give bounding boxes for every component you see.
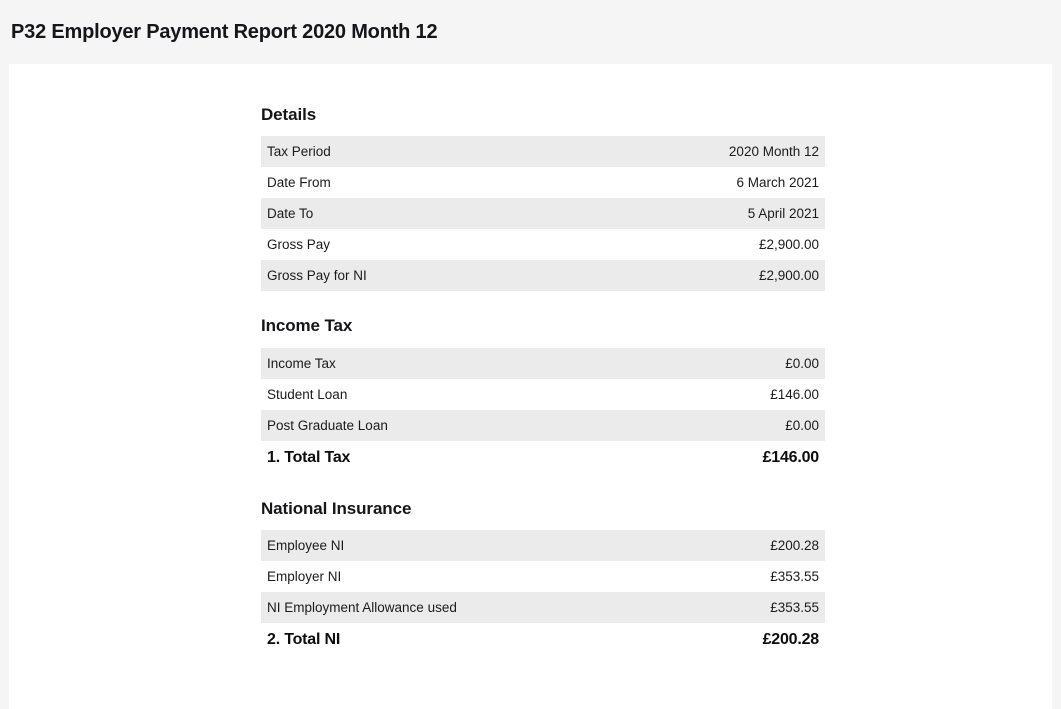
row-value: £353.55	[770, 569, 819, 585]
row-label: Employer NI	[267, 569, 342, 585]
row-value: £0.00	[785, 355, 819, 371]
total-value: £200.28	[762, 631, 819, 649]
row-value: £200.28	[770, 538, 819, 554]
table-row	[261, 198, 825, 229]
income-tax-table	[261, 348, 825, 474]
total-value: £146.00	[762, 448, 819, 466]
section-details	[261, 105, 825, 291]
row-value: £0.00	[785, 417, 819, 433]
row-label: Gross Pay	[267, 237, 331, 253]
row-value: £353.55	[770, 600, 819, 616]
row-label: Employee NI	[267, 538, 345, 554]
table-row	[261, 260, 825, 291]
total-row	[261, 623, 825, 656]
table-row	[261, 136, 825, 167]
total-label: 1. Total Tax	[267, 448, 351, 466]
details-table	[261, 136, 825, 291]
total-label: 2. Total NI	[267, 631, 341, 649]
section-income-tax	[261, 316, 825, 473]
section-heading: National Insurance	[261, 498, 412, 518]
row-label: Income Tax	[267, 355, 336, 371]
total-row	[261, 441, 825, 474]
row-label: Tax Period	[267, 144, 331, 160]
row-label: Student Loan	[267, 386, 348, 402]
table-row	[261, 410, 825, 441]
section-national-insurance	[261, 499, 825, 656]
row-value: 5 April 2021	[747, 206, 819, 222]
row-value: £146.00	[770, 386, 819, 402]
section-heading: Income Tax	[261, 316, 353, 336]
national-insurance-table	[261, 530, 825, 656]
table-row	[261, 379, 825, 410]
row-label: Date To	[267, 206, 314, 222]
page-title: P32 Employer Payment Report 2020 Month 12	[11, 21, 438, 43]
table-row	[261, 561, 825, 592]
row-value: £2,900.00	[758, 237, 819, 253]
section-heading: Details	[261, 105, 317, 124]
table-row	[261, 167, 825, 198]
row-label: Gross Pay for NI	[267, 268, 367, 284]
table-row	[261, 592, 825, 623]
row-label: Post Graduate Loan	[267, 417, 388, 433]
row-value: £2,900.00	[758, 268, 819, 284]
table-row	[261, 348, 825, 379]
report-body	[9, 64, 1052, 656]
page-header	[0, 0, 1061, 64]
table-row	[261, 229, 825, 260]
row-label: Date From	[267, 175, 331, 191]
row-value: 6 March 2021	[736, 175, 819, 191]
row-value: 2020 Month 12	[728, 144, 819, 160]
report-card	[9, 64, 1052, 709]
row-label: NI Employment Allowance used	[267, 600, 457, 616]
table-row	[261, 530, 825, 561]
